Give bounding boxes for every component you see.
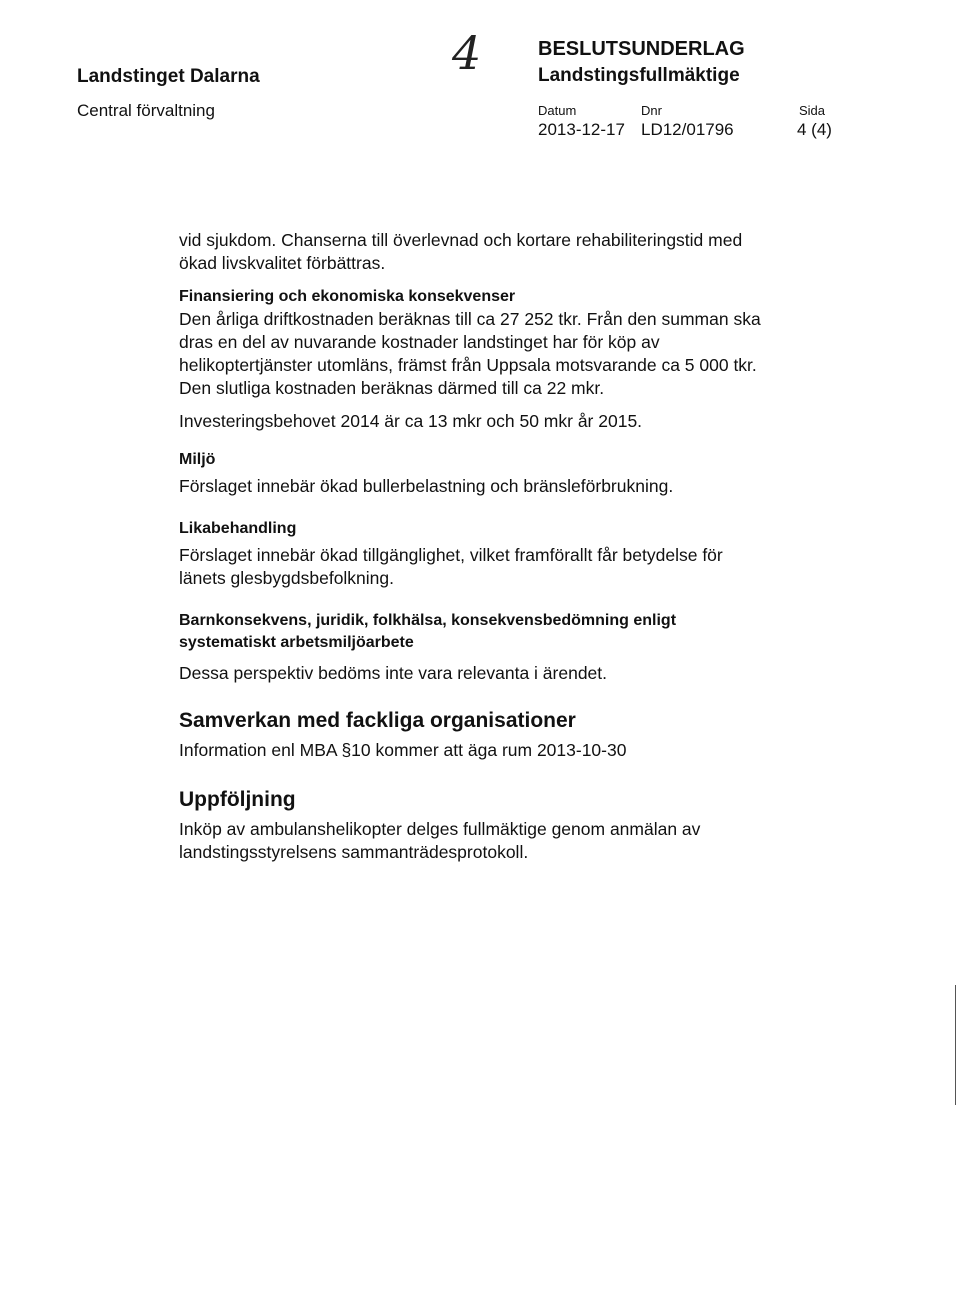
- followup-heading: Uppföljning: [179, 788, 296, 811]
- assessment-heading: Barnkonsekvens, juridik, folkhälsa, konsekvensbedömning enligt: [179, 612, 677, 629]
- organization-unit: Central förvaltning: [77, 101, 215, 120]
- page-label: Sida: [799, 103, 826, 118]
- financing-line: helikoptertjänster utomläns, främst från Uppsala motsvarande ca 5 000 tkr.: [179, 355, 757, 375]
- intro-line: vid sjukdom. Chanserna till överlevnad och kortare rehabiliteringstid med: [179, 230, 743, 250]
- environment-text: Förslaget innebär ökad bullerbelastning och bränsleförbrukning.: [179, 476, 674, 496]
- followup-line: Inköp av ambulanshelikopter delges fullmäktige genom anmälan av: [179, 819, 701, 839]
- investment-text: Investeringsbehovet 2014 är ca 13 mkr och 50 mkr år 2015.: [179, 411, 643, 431]
- assessment-heading: systematiskt arbetsmiljöarbete: [179, 634, 414, 651]
- organization-name: Landstinget Dalarna: [77, 66, 260, 87]
- followup-line: landstingsstyrelsens sammanträdesprotokoll.: [179, 842, 529, 862]
- equality-heading: Likabehandling: [179, 520, 297, 537]
- handwritten-page-mark: 4: [452, 26, 482, 80]
- intro-line: ökad livskvalitet förbättras.: [179, 253, 386, 273]
- reference-number-label: Dnr: [641, 103, 662, 118]
- cooperation-heading: Samverkan med fackliga organisationer: [179, 709, 576, 732]
- equality-line: Förslaget innebär ökad tillgänglighet, vilket framförallt får betydelse för: [179, 545, 723, 565]
- equality-line: länets glesbygdsbefolkning.: [179, 568, 395, 588]
- financing-line: dras en del av nuvarande kostnader landstinget har för köp av: [179, 332, 660, 352]
- date-value: 2013-12-17: [538, 120, 625, 139]
- decision-body: Landstingsfullmäktige: [538, 65, 740, 86]
- document-type: BESLUTSUNDERLAG: [538, 38, 745, 60]
- financing-heading: Finansiering och ekonomiska konsekvenser: [179, 288, 516, 305]
- cooperation-text: Information enl MBA §10 kommer att äga rum 2013-10-30: [179, 740, 627, 760]
- date-label: Datum: [538, 103, 577, 118]
- financing-line: Den slutliga kostnaden beräknas därmed till ca 22 mkr.: [179, 378, 605, 398]
- environment-heading: Miljö: [179, 451, 216, 468]
- page-value: 4 (4): [797, 120, 832, 139]
- scan-edge-line: [955, 985, 956, 1105]
- document-body: [179, 229, 879, 864]
- financing-line: Den årliga driftkostnaden beräknas till ca 27 252 tkr. Från den summan ska: [179, 309, 761, 329]
- assessment-text: Dessa perspektiv bedöms inte vara relevanta i ärendet.: [179, 663, 608, 683]
- reference-number-value: LD12/01796: [641, 120, 734, 139]
